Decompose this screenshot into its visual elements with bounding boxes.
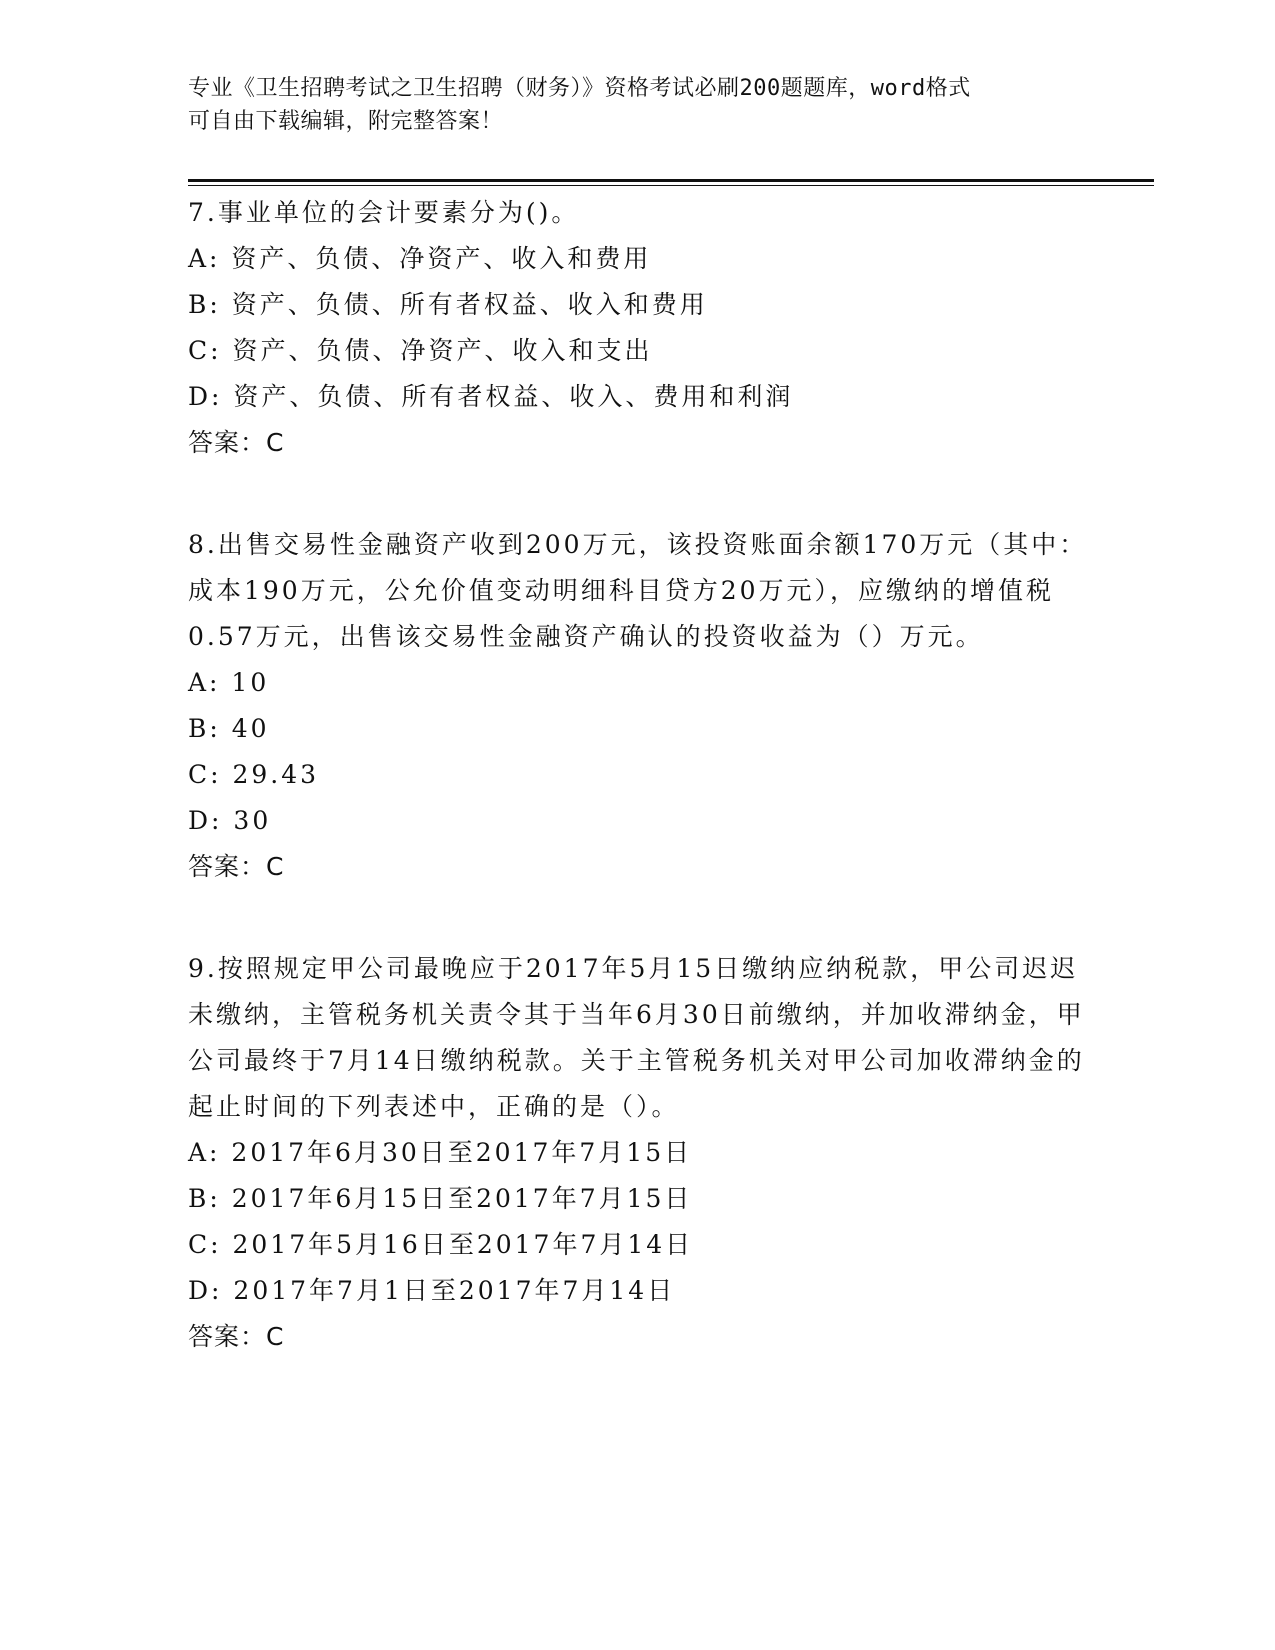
answer-label: 答案：C <box>188 852 285 881</box>
option-c: C: 2017年5月16日至2017年7月14日 <box>188 1230 694 1259</box>
option-d: D: 2017年7月1日至2017年7月14日 <box>188 1276 676 1305</box>
question-stem: 7.事业单位的会计要素分为()。 <box>188 198 580 227</box>
option-a: A: 资产、负债、净资产、收入和费用 <box>188 244 652 273</box>
header-line-2: 可自由下载编辑，附完整答案！ <box>188 109 504 134</box>
question-8 <box>188 522 1088 890</box>
header-divider-thick <box>188 179 1154 182</box>
document-header <box>188 72 1088 138</box>
question-stem: 8.出售交易性金融资产收到200万元，该投资账面余额170万元（其中：成本190万元，公允价值变动明细科目贷方20万元），应缴纳的增值税0.57万元，出售该交易性金融资产确认的投资收益为（）万元。 <box>188 530 1088 651</box>
option-b: B: 40 <box>188 714 270 743</box>
question-9 <box>188 946 1088 1360</box>
answer-label: 答案：C <box>188 1322 285 1351</box>
option-a: A: 10 <box>188 668 270 697</box>
answer-label: 答案：C <box>188 428 285 457</box>
option-c: C: 资产、负债、净资产、收入和支出 <box>188 336 653 365</box>
option-b: B: 资产、负债、所有者权益、收入和费用 <box>188 290 708 319</box>
option-d: D: 30 <box>188 806 272 835</box>
question-7 <box>188 190 1088 466</box>
header-line-1: 专业《卫生招聘考试之卫生招聘（财务）》资格考试必刷200题题库，word格式 <box>188 76 971 101</box>
option-c: C: 29.43 <box>188 760 320 789</box>
option-d: D: 资产、负债、所有者权益、收入、费用和利润 <box>188 382 794 411</box>
header-divider-thin <box>188 185 1154 186</box>
question-stem: 9.按照规定甲公司最晚应于2017年5月15日缴纳应纳税款，甲公司迟迟未缴纳，主管税务机关责令其于当年6月30日前缴纳，并加收滞纳金，甲公司最终于7月14日缴纳税款。关于主管税务机关对甲公司加收滞纳金的起止时间的下列表述中，正确的是（）。 <box>188 954 1085 1121</box>
option-b: B: 2017年6月15日至2017年7月15日 <box>188 1184 693 1213</box>
option-a: A: 2017年6月30日至2017年7月15日 <box>188 1138 693 1167</box>
question-list <box>188 190 1088 1416</box>
